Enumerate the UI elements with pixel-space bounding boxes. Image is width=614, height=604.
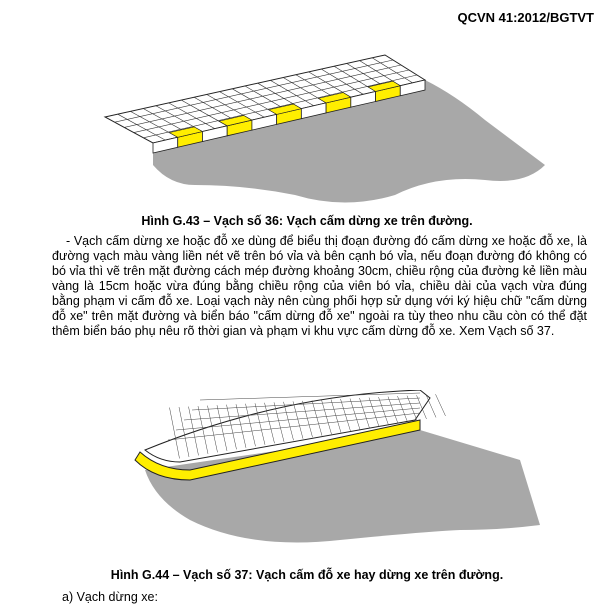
figure-g43-illustration [95, 35, 575, 210]
figure-g44-caption: Hình G.44 – Vạch số 37: Vạch cấm đỗ xe hay dừng xe trên đường. [110, 568, 504, 582]
figure-g44-illustration [120, 390, 560, 550]
next-section-line: a) Vạch dừng xe: [62, 590, 158, 604]
body-paragraph: - Vạch cấm dừng xe hoặc đỗ xe dùng để biểu thị đoạn đường đó cấm dừng xe hoặc đỗ xe, là đường vạch màu vàng liền nét vẽ trên bó vỉa và bên cạnh bó vỉa, nếu đoạn đường đó không có bó vỉa thì vẽ trên mặt đường cách mép đường khoảng 30cm, chiều rộng của đường kẻ liền màu vàng là 15cm hoặc vừa đúng bằng chiều rộng của viên bó vỉa, chiều dài của vạch vừa đúng bằng phạm vi cấm đỗ xe. Loại vạch này nên cùng phối hợp sử dụng với ký hiệu chữ "cấm dừng đỗ xe" trên mặt đường và biển báo "cấm dừng đỗ xe" ngoài ra tùy theo nhu cầu còn có thể đặt thêm biển báo phụ nêu rõ thời gian và phạm vi khu vực cấm dừng đỗ xe. Xem Vạch số 37. [52, 234, 587, 338]
figure-g43-caption: Hình G.43 – Vạch số 36: Vạch cấm dừng xe trên đường. [141, 214, 473, 228]
document-code: QCVN 41:2012/BGTVT [457, 10, 594, 25]
